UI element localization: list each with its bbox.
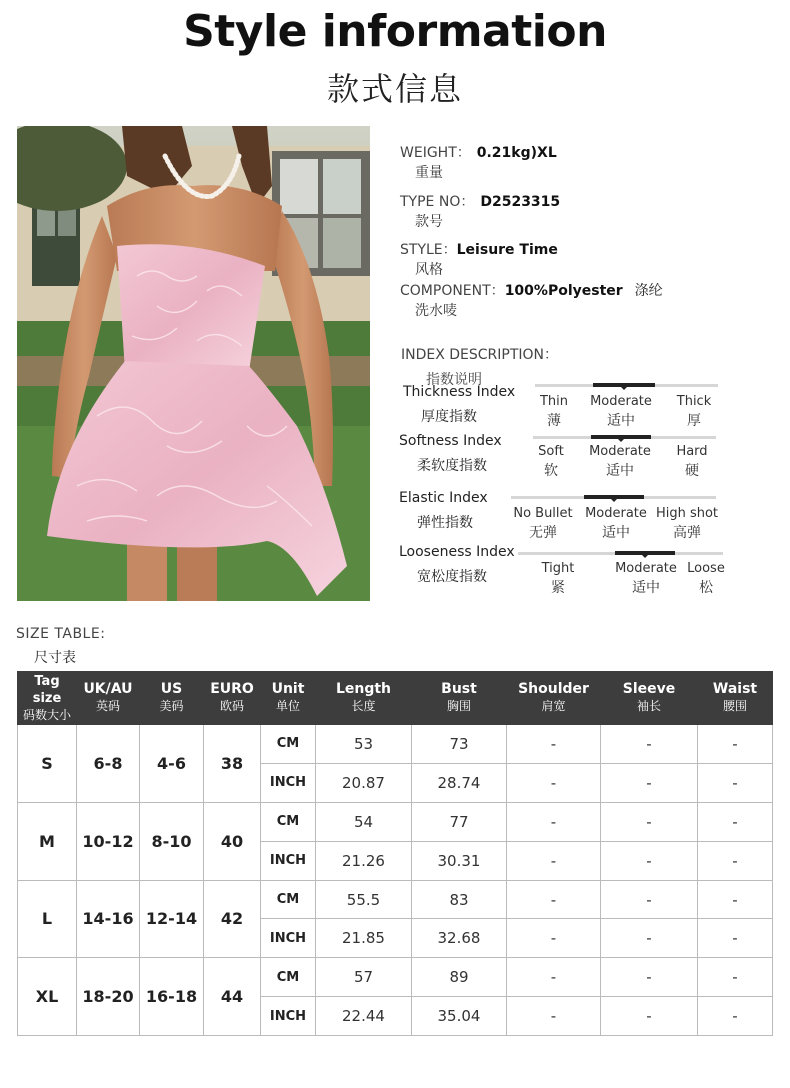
unit-cell: CM bbox=[261, 880, 316, 919]
product-photo bbox=[17, 126, 370, 601]
uk-cell: 14-16 bbox=[77, 880, 140, 958]
length-cell: 53 bbox=[316, 725, 412, 764]
looseness-opt-moderate: Moderate 适中 bbox=[615, 561, 677, 596]
style-cn: 风格 bbox=[415, 262, 443, 278]
bust-cell: 83 bbox=[412, 880, 507, 919]
table-row bbox=[18, 725, 773, 764]
size-table bbox=[17, 671, 773, 1036]
waist-cell: - bbox=[698, 763, 773, 802]
sleeve-cell: - bbox=[601, 802, 698, 841]
length-cell: 57 bbox=[316, 958, 412, 997]
shoulder-cell: - bbox=[507, 725, 601, 764]
page-title-cn: 款式信息 bbox=[326, 70, 463, 108]
waist-cell: - bbox=[698, 997, 773, 1036]
euro-cell: 44 bbox=[204, 958, 261, 1036]
us-cell: 8-10 bbox=[140, 802, 204, 880]
shoulder-cell: - bbox=[507, 880, 601, 919]
index-title-cn: 指数说明 bbox=[426, 372, 482, 388]
thickness-index-cn: 厚度指数 bbox=[421, 409, 477, 425]
bust-cell: 77 bbox=[412, 802, 507, 841]
uk-cell: 18-20 bbox=[77, 958, 140, 1036]
shoulder-cell: - bbox=[507, 919, 601, 958]
header-tag-size: Tag size 码数大小 bbox=[18, 672, 77, 725]
length-cell: 21.26 bbox=[316, 841, 412, 880]
table-row bbox=[18, 802, 773, 841]
weight-value: 0.21kg)XL bbox=[476, 145, 557, 161]
softness-opt-soft: Soft 软 bbox=[538, 444, 564, 479]
length-cell: 54 bbox=[316, 802, 412, 841]
type-no-value: D2523315 bbox=[480, 194, 561, 210]
bust-cell: 32.68 bbox=[412, 919, 507, 958]
uk-cell: 10-12 bbox=[77, 802, 140, 880]
component-key: COMPONENT： bbox=[400, 283, 505, 299]
tag-size-cell: S bbox=[18, 725, 77, 803]
softness-index-cn: 柔软度指数 bbox=[417, 458, 487, 474]
header-uk-au: UK/AU 英码 bbox=[77, 672, 140, 725]
waist-cell: - bbox=[698, 958, 773, 997]
shoulder-cell: - bbox=[507, 763, 601, 802]
us-cell: 16-18 bbox=[140, 958, 204, 1036]
tag-size-cell: L bbox=[18, 880, 77, 958]
length-cell: 55.5 bbox=[316, 880, 412, 919]
bust-cell: 28.74 bbox=[412, 763, 507, 802]
thickness-opt-thin: Thin 薄 bbox=[539, 394, 569, 429]
unit-cell: CM bbox=[261, 725, 316, 764]
waist-cell: - bbox=[698, 841, 773, 880]
header-euro: EURO 欧码 bbox=[204, 672, 261, 725]
softness-opt-moderate: Moderate 适中 bbox=[589, 444, 651, 479]
length-cell: 22.44 bbox=[316, 997, 412, 1036]
euro-cell: 38 bbox=[204, 725, 261, 803]
sleeve-cell: - bbox=[601, 725, 698, 764]
us-cell: 4-6 bbox=[140, 725, 204, 803]
elastic-index-cn: 弹性指数 bbox=[417, 515, 473, 531]
unit-cell: INCH bbox=[261, 763, 316, 802]
header-waist: Waist 腰围 bbox=[698, 672, 773, 725]
header-us: US 美码 bbox=[140, 672, 204, 725]
euro-cell: 42 bbox=[204, 880, 261, 958]
waist-cell: - bbox=[698, 802, 773, 841]
weight-cn: 重量 bbox=[415, 165, 443, 181]
sleeve-cell: - bbox=[601, 958, 698, 997]
style-value: Leisure Time bbox=[456, 242, 558, 258]
style-key: STYLE： bbox=[400, 242, 457, 258]
unit-cell: INCH bbox=[261, 841, 316, 880]
looseness-index-cn: 宽松度指数 bbox=[417, 569, 487, 585]
looseness-opt-tight: Tight 紧 bbox=[541, 561, 575, 596]
header-length: Length 长度 bbox=[316, 672, 412, 725]
bust-cell: 89 bbox=[412, 958, 507, 997]
sleeve-cell: - bbox=[601, 919, 698, 958]
unit-cell: INCH bbox=[261, 997, 316, 1036]
elastic-opt-no-bullet: No Bullet 无弹 bbox=[513, 506, 573, 541]
header-shoulder: Shoulder 肩宽 bbox=[507, 672, 601, 725]
component-value: 100%Polyester bbox=[504, 283, 623, 299]
softness-index-label: Softness Index 柔软度指数 bbox=[399, 433, 502, 474]
table-row bbox=[18, 880, 773, 919]
shoulder-cell: - bbox=[507, 958, 601, 997]
elastic-opt-moderate: Moderate 适中 bbox=[585, 506, 647, 541]
size-table-header bbox=[18, 672, 773, 725]
thickness-opt-moderate: Moderate 适中 bbox=[590, 394, 652, 429]
looseness-opt-loose: Loose 松 bbox=[687, 561, 725, 596]
unit-cell: INCH bbox=[261, 919, 316, 958]
sleeve-cell: - bbox=[601, 997, 698, 1036]
euro-cell: 40 bbox=[204, 802, 261, 880]
table-row bbox=[18, 958, 773, 997]
index-title: INDEX DESCRIPTION： 指数说明 bbox=[401, 347, 559, 388]
header-sleeve: Sleeve 袖长 bbox=[601, 672, 698, 725]
bust-cell: 35.04 bbox=[412, 997, 507, 1036]
header-bust: Bust 胸围 bbox=[412, 672, 507, 725]
length-cell: 20.87 bbox=[316, 763, 412, 802]
shoulder-cell: - bbox=[507, 802, 601, 841]
length-cell: 21.85 bbox=[316, 919, 412, 958]
thickness-index-label: Thickness Index 厚度指数 bbox=[403, 384, 516, 425]
tag-size-cell: M bbox=[18, 802, 77, 880]
elastic-opt-high-shot: High shot 高弹 bbox=[655, 506, 719, 541]
us-cell: 12-14 bbox=[140, 880, 204, 958]
unit-cell: CM bbox=[261, 958, 316, 997]
bust-cell: 30.31 bbox=[412, 841, 507, 880]
thickness-opt-thick: Thick 厚 bbox=[676, 394, 712, 429]
waist-cell: - bbox=[698, 725, 773, 764]
component-cn: 洗水唛 bbox=[415, 303, 457, 319]
component-value-cn: 涤纶 bbox=[634, 283, 663, 299]
shoulder-cell: - bbox=[507, 841, 601, 880]
waist-cell: - bbox=[698, 919, 773, 958]
sleeve-cell: - bbox=[601, 763, 698, 802]
looseness-index-label: Looseness Index 宽松度指数 bbox=[399, 544, 515, 585]
waist-cell: - bbox=[698, 880, 773, 919]
sleeve-cell: - bbox=[601, 841, 698, 880]
size-table-label-cn: 尺寸表 bbox=[34, 650, 76, 666]
elastic-index-label: Elastic Index 弹性指数 bbox=[399, 490, 488, 531]
uk-cell: 6-8 bbox=[77, 725, 140, 803]
unit-cell: CM bbox=[261, 802, 316, 841]
sleeve-cell: - bbox=[601, 880, 698, 919]
type-no-key: TYPE NO： bbox=[400, 194, 475, 210]
header-unit: Unit 单位 bbox=[261, 672, 316, 725]
size-table-label: SIZE TABLE: bbox=[16, 626, 106, 642]
softness-opt-hard: Hard 硬 bbox=[676, 444, 708, 479]
type-no-cn: 款号 bbox=[415, 214, 443, 230]
tag-size-cell: XL bbox=[18, 958, 77, 1036]
weight-key: WEIGHT： bbox=[400, 145, 471, 161]
bust-cell: 73 bbox=[412, 725, 507, 764]
shoulder-cell: - bbox=[507, 997, 601, 1036]
page-title: Style information bbox=[183, 6, 607, 57]
